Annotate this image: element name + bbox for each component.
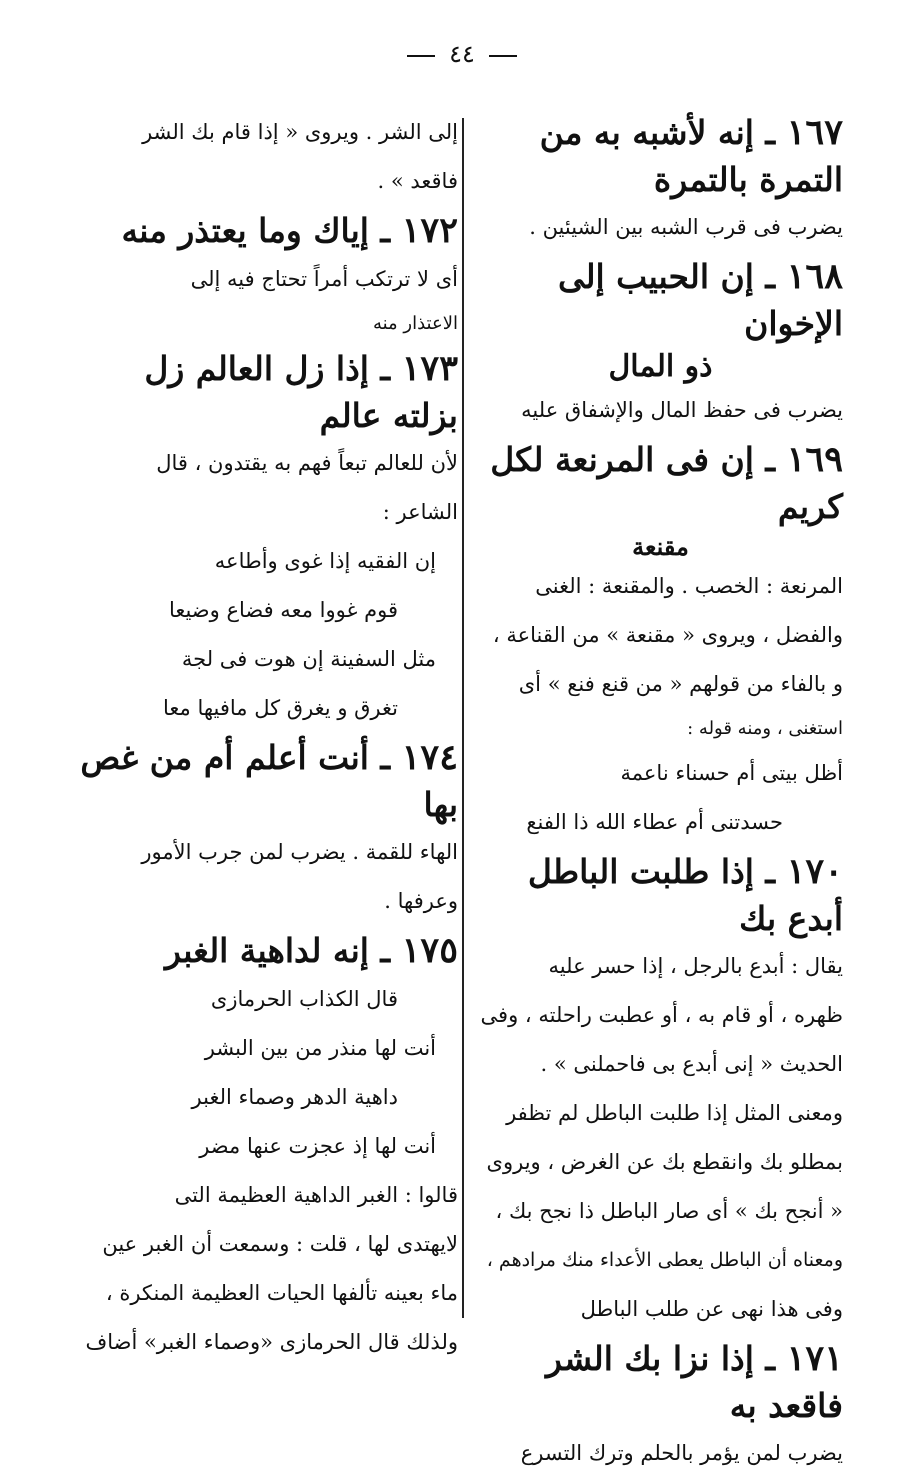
explanation-169-line: المرنعة : الخصب . والمقنعة : الغنى (535, 573, 843, 598)
verse-line: تغرق و يغرق كل مافيها معا (162, 696, 398, 721)
continuation-line: إلى الشر . ويروى « إذا قام بك الشر (142, 120, 458, 144)
page-number-text: ٤٤ (449, 40, 475, 68)
explanation-169-line: والفضل ، ويروى « مقنعة » من القناعة ، (492, 622, 843, 647)
proverb-169: ١٦٩ ـ إن فى المرنعة لكل كريم (490, 439, 843, 527)
page-number (0, 40, 924, 68)
explanation-171: يضرب لمن يؤمر بالحلم وترك التسرع (520, 1441, 843, 1466)
explanation-174-line: الهاء للقمة . يضرب لمن جرب الأمور (141, 840, 458, 865)
explanation-169-line: و بالفاء من قولهم « من قنع فنع » أى (518, 671, 843, 696)
poet-attribution: قال الكذاب الحرمازى (210, 987, 398, 1012)
explanation-175-line: لايهتدى لها ، قلت : وسمعت أن الغبر عين (102, 1232, 458, 1257)
explanation-174-line: وعرفها . (384, 889, 458, 914)
explanation-170-line: ومعنى المثل إذا طلبت الباطل لم تظفر (506, 1100, 843, 1125)
proverb-169-cont: مقنعة (632, 531, 689, 561)
explanation-170-line: ومعناه أن الباطل يعطى الأعداء منك مرادهم ، (486, 1248, 843, 1271)
explanation-170-line: ظهره ، أو قام به ، أو عطبت راحلته ، وفى (480, 1002, 843, 1027)
proverb-168: ١٦٨ ـ إن الحبيب إلى الإخوان (557, 256, 843, 344)
explanation-172-line: الاعتذار منه (372, 313, 458, 334)
verse-line: مثل السفينة إن هوت فى لجة (181, 647, 436, 672)
explanation-175-line: ماء بعينه تألفها الحيات العظيمة المنكرة ، (105, 1281, 458, 1306)
explanation-175-line: قالوا : الغبر الداهية العظيمة التى (174, 1183, 458, 1208)
verse-line: حسدتنى أم عطاء الله ذا الفنع (526, 809, 783, 834)
proverb-168-cont: ذو المال (608, 349, 713, 385)
continuation-line: فاقعد » . (377, 169, 458, 193)
explanation-169-line: استغنى ، ومنه قوله : (687, 717, 843, 739)
proverb-173: ١٧٣ ـ إذا زل العالم زل بزلته عالم (144, 348, 458, 435)
explanation-167: يضرب فى قرب الشبه بين الشيئين . (529, 215, 843, 240)
proverb-174: ١٧٤ ـ أنت أعلم أم من غص بها (80, 737, 458, 825)
verse-line: أنت لها منذر من بين البشر (204, 1036, 436, 1061)
proverb-167: ١٦٧ ـ إنه لأشبه به من التمرة بالتمرة (539, 112, 843, 199)
verse-line: أظل بيتى أم حسناء ناعمة (620, 760, 843, 785)
proverb-172: ١٧٢ ـ إياك وما يعتذر منه (121, 210, 458, 251)
explanation-172-line: أى لا ترتكب أمراً تحتاج فيه إلى (190, 267, 458, 291)
column-divider (462, 118, 464, 1318)
explanation-170-line: « أنجح بك » أى صار الباطل ذا نجح بك ، (495, 1198, 843, 1223)
explanation-168: يضرب فى حفظ المال والإشفاق عليه (521, 398, 843, 423)
verse-line: إن الفقيه إذا غوى وأطاعه (214, 549, 436, 574)
proverb-170: ١٧٠ ـ إذا طلبت الباطل أبدع بك (527, 850, 843, 938)
explanation-173-line: الشاعر : (382, 500, 458, 525)
verse-line: داهية الدهر وصماء الغبر (191, 1085, 398, 1110)
explanation-170-line: بمطلو بك وانقطع بك عن الغرض ، ويروى (486, 1149, 843, 1174)
explanation-175-line: ولذلك قال الحرمازى «وصماء الغبر» أضاف (85, 1330, 458, 1355)
left-column (72, 108, 458, 1355)
right-column (478, 108, 843, 1466)
verse-line: أنت لها إذ عجزت عنها مضر (199, 1134, 436, 1159)
explanation-170-line: يقال : أبدع بالرجل ، إذا حسر عليه (548, 953, 843, 978)
explanation-170-line: وفى هذا نهى عن طلب الباطل (580, 1296, 843, 1321)
proverb-171: ١٧١ ـ إذا نزا بك الشر فاقعد به (546, 1337, 843, 1425)
explanation-173-line: لأن للعالم تبعاً فهم به يقتدون ، قال (156, 451, 458, 476)
proverb-175: ١٧٥ ـ إنه لداهية الغبر (165, 930, 458, 972)
explanation-170-line: الحديث « إنى أبدع بى فاحملنى » . (540, 1051, 843, 1076)
verse-line: قوم غووا معه فضاع وضيعا (168, 598, 398, 623)
